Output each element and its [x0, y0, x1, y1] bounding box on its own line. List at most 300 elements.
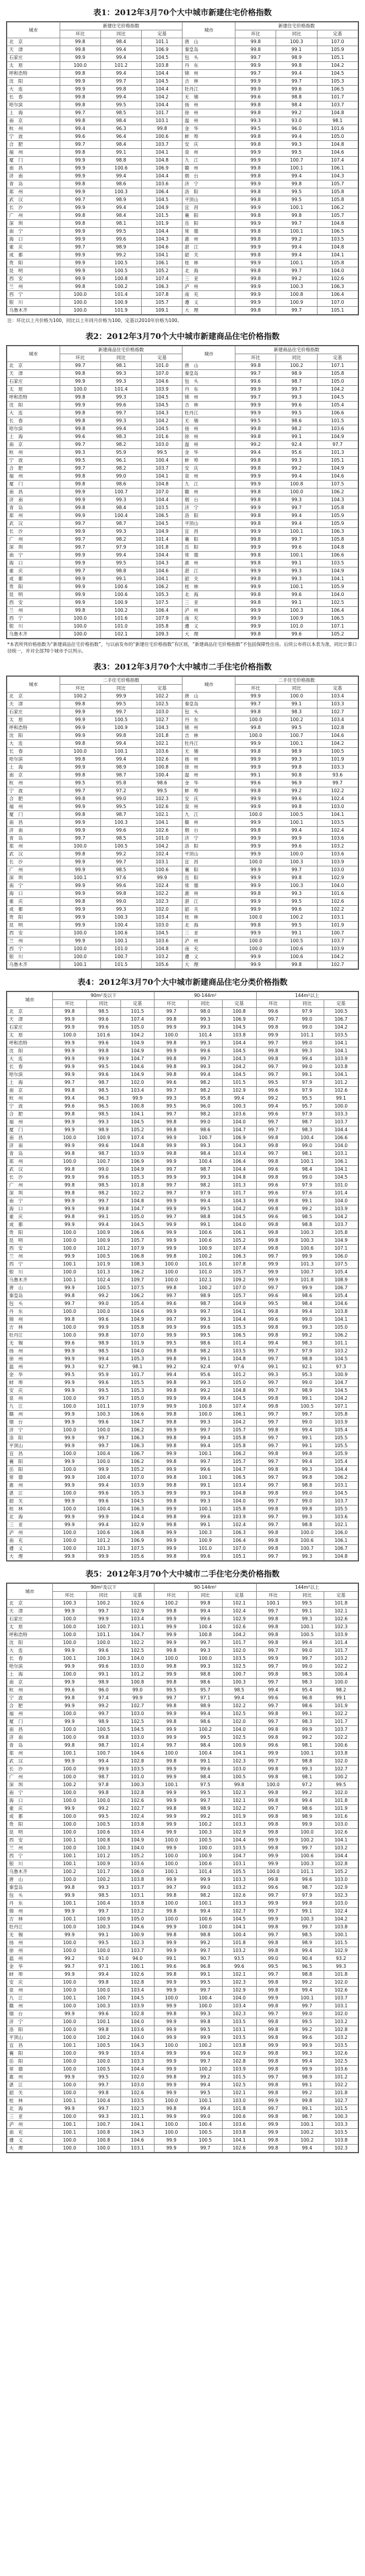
- index-cell: 105.5: [222, 1868, 256, 1876]
- city-cell: 南 充: [182, 945, 235, 953]
- index-cell: 102.4: [86, 1276, 120, 1284]
- index-cell: 104.4: [142, 173, 182, 180]
- city-cell: 重 庆: [7, 1213, 53, 1221]
- index-cell: 100.0: [60, 930, 100, 937]
- index-cell: 104.5: [120, 1118, 155, 1126]
- index-cell: 100.2: [86, 1600, 120, 1608]
- city-cell: 西 宁: [7, 1852, 53, 1860]
- table-row: [7, 2066, 358, 2074]
- table-title: 表2：2012年3月70个大中城市新建商品住宅价格指数: [85, 332, 280, 341]
- base-header: 定基: [222, 1000, 256, 1008]
- index-cell: 98.2: [100, 536, 141, 544]
- index-cell: 100.2: [189, 1821, 223, 1829]
- table-row: [7, 1955, 358, 1963]
- index-cell: 99.8: [256, 2018, 290, 2026]
- index-cell: 105.0: [222, 1379, 256, 1387]
- index-cell: 104.1: [324, 1166, 358, 1174]
- index-cell: 104.2: [317, 62, 358, 70]
- city-cell: 武 汉: [7, 1758, 53, 1766]
- index-cell: 99.9: [53, 1458, 87, 1466]
- index-cell: 102.9: [222, 2050, 256, 2058]
- index-cell: 99.9: [235, 874, 276, 882]
- city-cell: 岳 阳: [182, 220, 235, 228]
- index-cell: 105.9: [317, 512, 358, 520]
- table-row: [7, 1387, 358, 1395]
- city-cell: 九 江: [7, 1403, 53, 1411]
- index-cell: 102.4: [120, 1813, 155, 1821]
- table-row: [7, 1694, 358, 1702]
- table-row: [7, 1371, 358, 1379]
- table-row: [7, 552, 358, 560]
- index-cell: 99.8: [256, 1671, 290, 1679]
- index-cell: 100.0: [53, 1797, 87, 1805]
- index-cell: 102.2: [142, 693, 182, 701]
- table-row: [7, 631, 358, 639]
- city-cell: 银 川: [7, 953, 60, 961]
- index-cell: 100.0: [53, 2058, 87, 2066]
- city-cell: 岳 阳: [7, 2058, 53, 2066]
- index-cell: 99.8: [60, 851, 100, 858]
- city-cell: 呼和浩特: [7, 1040, 53, 1047]
- index-cell: 101.0: [189, 1269, 223, 1276]
- index-cell: 106.6: [324, 1134, 358, 1142]
- index-cell: 99.6: [86, 1663, 120, 1671]
- index-cell: 101.0: [189, 1545, 223, 1553]
- city-cell: 南 宁: [7, 882, 60, 890]
- index-cell: 99.9: [155, 1821, 189, 1829]
- index-cell: 99.6: [100, 236, 141, 244]
- table-row: [7, 1284, 358, 1292]
- index-cell: 103.8: [222, 2042, 256, 2050]
- index-cell: 99.4: [290, 1427, 324, 1434]
- index-cell: 99.3: [100, 378, 141, 386]
- index-cell: 99.9: [235, 78, 276, 86]
- index-cell: 99.8: [53, 1316, 87, 1324]
- index-cell: 103.5: [222, 2018, 256, 2026]
- index-cell: 99.7: [256, 1702, 290, 1710]
- index-cell: 106.7: [324, 1016, 358, 1024]
- index-cell: 99.7: [256, 1071, 290, 1079]
- index-cell: 100.0: [53, 1466, 87, 1474]
- index-cell: 97.5: [189, 1781, 223, 1789]
- yoy-header: 同比: [86, 1592, 120, 1600]
- index-cell: 105.5: [120, 1379, 155, 1387]
- index-cell: 103.9: [324, 1205, 358, 1213]
- index-cell: 97.9: [290, 1087, 324, 1095]
- index-cell: 99.4: [189, 2105, 223, 2113]
- index-cell: 103.5: [222, 1655, 256, 1663]
- index-cell: 103.9: [324, 1419, 358, 1427]
- table-row: [7, 473, 358, 481]
- index-cell: 99.7: [276, 866, 317, 874]
- table-row: [7, 2113, 358, 2121]
- index-cell: 104.4: [120, 2066, 155, 2074]
- city-cell: 包 头: [182, 378, 235, 386]
- index-cell: 104.8: [120, 1142, 155, 1150]
- index-cell: 95.4: [290, 1687, 324, 1694]
- index-cell: 98.8: [290, 1221, 324, 1229]
- index-cell: 99.7: [256, 1355, 290, 1363]
- size-header-small: 90m²及以下: [53, 992, 155, 1000]
- index-cell: 98.2: [189, 1087, 223, 1095]
- index-cell: 99.6: [155, 1963, 189, 1971]
- table-row: [7, 1916, 358, 1923]
- index-cell: 99.7: [155, 1087, 189, 1095]
- index-cell: 100.0: [53, 1427, 87, 1434]
- index-cell: 102.6: [222, 2145, 256, 2153]
- index-cell: 104.6: [120, 1308, 155, 1316]
- index-cell: 99.9: [189, 2034, 223, 2042]
- index-cell: 103.1: [324, 1482, 358, 1490]
- index-cell: 105.8: [324, 1411, 358, 1419]
- city-cell: 厦 门: [7, 481, 60, 488]
- city-cell: 长 沙: [7, 1766, 53, 1773]
- city-cell: 唐 山: [182, 38, 235, 46]
- index-cell: 101.2: [86, 1245, 120, 1253]
- index-cell: 99.9: [60, 724, 100, 732]
- index-cell: 98.9: [86, 1126, 120, 1134]
- base-header: 定基: [120, 1000, 155, 1008]
- index-cell: 98.9: [290, 1813, 324, 1821]
- index-cell: 98.9: [86, 1679, 120, 1687]
- table-row: [7, 1111, 358, 1118]
- index-cell: 99.9: [60, 267, 100, 275]
- index-cell: 99.3: [155, 1095, 189, 1103]
- index-cell: 102.9: [120, 1608, 155, 1615]
- index-cell: 104.8: [324, 1553, 358, 1561]
- city-cell: 丹 东: [182, 386, 235, 394]
- index-cell: 102.7: [324, 1766, 358, 1773]
- index-cell: 102.6: [324, 1987, 358, 1995]
- index-cell: 99.9: [155, 2026, 189, 2034]
- index-cell: 97.1: [189, 1694, 223, 1702]
- index-cell: 99.9: [60, 173, 100, 180]
- index-cell: 99.9: [86, 1055, 120, 1063]
- index-cell: 106.4: [317, 291, 358, 299]
- index-cell: 99.9: [235, 764, 276, 772]
- city-cell: 呼和浩特: [7, 724, 60, 732]
- index-cell: 99.8: [256, 2026, 290, 2034]
- index-cell: 100.0: [53, 1876, 87, 1884]
- index-cell: 100.1: [290, 1623, 324, 1631]
- index-cell: 100.6: [189, 1860, 223, 1868]
- index-cell: 95.7: [189, 1687, 223, 1694]
- city-cell: 温 州: [182, 772, 235, 779]
- index-cell: 99.2: [290, 2089, 324, 2097]
- city-cell: 扬 州: [182, 425, 235, 433]
- index-cell: 101.0: [142, 362, 182, 370]
- index-cell: 95.6: [189, 1371, 223, 1379]
- index-cell: 99.2: [189, 1387, 223, 1395]
- index-cell: 99.1: [276, 560, 317, 567]
- index-cell: 100.1: [53, 2042, 87, 2050]
- index-cell: 102.1: [324, 1521, 358, 1529]
- index-cell: 99.8: [256, 1229, 290, 1237]
- index-cell: 100.7: [100, 488, 141, 496]
- index-cell: 99.8: [256, 1466, 290, 1474]
- index-cell: 99.9: [155, 1813, 189, 1821]
- index-cell: 105.7: [142, 299, 182, 307]
- city-cell: 金 华: [182, 125, 235, 133]
- city-cell: 泸 州: [182, 607, 235, 615]
- index-cell: 104.7: [120, 1419, 155, 1427]
- city-cell: 惠 州: [7, 1482, 53, 1490]
- table-row: [7, 1947, 358, 1955]
- index-cell: 100.7: [86, 1995, 120, 2002]
- index-cell: 99.6: [86, 1174, 120, 1182]
- table-section-4: [6, 976, 359, 1561]
- index-cell: 99.9: [290, 2042, 324, 2050]
- index-cell: 104.2: [324, 1213, 358, 1221]
- table-row: [7, 1253, 358, 1261]
- index-cell: 103.8: [222, 1032, 256, 1040]
- table-row: [7, 599, 358, 607]
- index-cell: 99.8: [256, 1766, 290, 1773]
- index-cell: 99.8: [256, 1947, 290, 1955]
- city-cell: 襄 阳: [7, 2050, 53, 2058]
- index-cell: 99.9: [155, 1237, 189, 1245]
- size-header-small: 90m²及以下: [53, 1584, 155, 1592]
- index-cell: 99.3: [290, 2050, 324, 2058]
- city-cell: 杭 州: [7, 779, 60, 787]
- index-cell: 99.9: [53, 1379, 87, 1387]
- index-cell: 104.4: [222, 1837, 256, 1845]
- index-cell: 99.9: [155, 2089, 189, 2097]
- index-cell: 99.6: [256, 1316, 290, 1324]
- index-cell: 98.6: [290, 1805, 324, 1813]
- index-cell: 99.8: [235, 141, 276, 149]
- index-cell: 104.7: [120, 1055, 155, 1063]
- table-row: [7, 2050, 358, 2058]
- index-cell: 105.3: [120, 1490, 155, 1498]
- index-cell: 105.4: [317, 402, 358, 409]
- table-row: [7, 236, 358, 244]
- index-cell: 99.8: [155, 1419, 189, 1427]
- city-cell: 襄 阳: [7, 1458, 53, 1466]
- index-cell: 99.8: [235, 196, 276, 204]
- index-cell: 104.9: [120, 1316, 155, 1324]
- index-cell: 99.0: [290, 1498, 324, 1506]
- index-cell: 99.8: [235, 748, 276, 756]
- index-cell: 103.8: [120, 1900, 155, 1908]
- index-cell: 99.4: [290, 1639, 324, 1647]
- index-cell: 99.1: [86, 1213, 120, 1221]
- index-cell: 99.7: [290, 1845, 324, 1852]
- city-cell: 温 州: [7, 1363, 53, 1371]
- index-cell: 105.7: [222, 1458, 256, 1466]
- index-cell: 100.5: [100, 716, 141, 724]
- city-cell: 扬 州: [7, 1939, 53, 1947]
- index-cell: 99.9: [290, 1726, 324, 1734]
- city-cell: 杭 州: [7, 449, 60, 457]
- index-cell: 99.9: [155, 1797, 189, 1805]
- index-cell: 96.4: [100, 133, 141, 141]
- city-cell: 包 头: [182, 54, 235, 62]
- index-cell: 99.8: [60, 898, 100, 906]
- index-cell: 99.9: [53, 1679, 87, 1687]
- index-cell: 100.4: [189, 1750, 223, 1758]
- index-cell: 100.0: [86, 1427, 120, 1434]
- index-cell: 99.6: [100, 882, 141, 890]
- index-cell: 98.1: [100, 220, 141, 228]
- index-cell: 100.8: [120, 1103, 155, 1111]
- index-cell: 99.8: [256, 1939, 290, 1947]
- index-cell: 99.4: [276, 520, 317, 528]
- city-cell: 北 京: [7, 693, 60, 701]
- yoy-header: 同比: [189, 1592, 223, 1600]
- index-cell: 100.6: [276, 953, 317, 961]
- mom-header: 环比: [155, 1000, 189, 1008]
- index-cell: 99.9: [60, 228, 100, 236]
- index-cell: 107.4: [142, 275, 182, 283]
- index-cell: 107.5: [120, 1545, 155, 1553]
- index-cell: 100.5: [324, 1008, 358, 1016]
- index-cell: 106.2: [142, 583, 182, 591]
- index-cell: 99.5: [60, 457, 100, 465]
- index-cell: 100.2: [86, 1876, 120, 1884]
- index-cell: 102.3: [142, 898, 182, 906]
- city-cell: 银 川: [7, 1860, 53, 1868]
- index-cell: 100.6: [290, 1852, 324, 1860]
- index-cell: 99.9: [53, 1197, 87, 1205]
- city-cell: 徐 州: [182, 433, 235, 441]
- index-cell: 98.6: [100, 180, 141, 188]
- index-cell: 99.5: [142, 449, 182, 457]
- index-cell: 99.4: [235, 449, 276, 457]
- index-cell: 107.1: [317, 623, 358, 631]
- index-cell: 99.9: [155, 1245, 189, 1253]
- index-cell: 101.0: [100, 945, 141, 953]
- city-cell: 惠 州: [182, 890, 235, 898]
- index-cell: 99.8: [60, 394, 100, 402]
- index-cell: 105.0: [120, 1916, 155, 1923]
- city-cell: 乌鲁木齐: [7, 1276, 53, 1284]
- city-cell: 沈 阳: [7, 78, 60, 86]
- index-cell: 104.3: [222, 1142, 256, 1150]
- table-row: [7, 141, 358, 149]
- index-cell: 99.7: [256, 1253, 290, 1261]
- table-row: [7, 922, 358, 930]
- index-cell: 99.9: [155, 1332, 189, 1340]
- index-cell: 99.9: [53, 1498, 87, 1506]
- index-cell: 100.1: [276, 528, 317, 536]
- table-row: [7, 961, 358, 969]
- index-cell: 99.8: [256, 1332, 290, 1340]
- table-row: [7, 1852, 358, 1860]
- index-cell: 102.4: [222, 1521, 256, 1529]
- index-cell: 99.9: [60, 599, 100, 607]
- index-cell: 104.1: [324, 1040, 358, 1047]
- group-header: 新建商品住宅价格指数: [60, 346, 182, 354]
- index-cell: 99.8: [290, 1474, 324, 1482]
- index-cell: 99.9: [60, 560, 100, 567]
- index-cell: 99.9: [155, 1615, 189, 1623]
- index-cell: 103.2: [324, 1655, 358, 1663]
- city-cell: 惠 州: [7, 2074, 53, 2081]
- index-cell: 100.4: [189, 2121, 223, 2129]
- index-cell: 102.0: [324, 1979, 358, 1987]
- index-cell: 99.3: [290, 1513, 324, 1521]
- index-cell: 99.3: [276, 394, 317, 402]
- index-cell: 100.1: [53, 1860, 87, 1868]
- index-cell: 100.0: [235, 811, 276, 819]
- index-cell: 104.6: [142, 244, 182, 252]
- index-cell: 99.9: [60, 591, 100, 599]
- index-cell: 103.3: [324, 2121, 358, 2129]
- index-cell: 98.9: [100, 764, 141, 772]
- index-cell: 99.9: [155, 1987, 189, 1995]
- index-cell: 99.5: [100, 701, 141, 708]
- table-row: [7, 259, 358, 267]
- city-cell: 海 口: [7, 1797, 53, 1805]
- category-price-index-table: [7, 1583, 358, 2153]
- index-cell: 104.4: [324, 1466, 358, 1474]
- index-cell: 105.3: [142, 591, 182, 599]
- index-cell: 99.8: [256, 2145, 290, 2153]
- index-cell: 99.9: [235, 961, 276, 969]
- table-row: [7, 740, 358, 748]
- price-index-table: [7, 22, 358, 315]
- index-cell: 99.4: [100, 204, 141, 212]
- city-cell: 西 宁: [7, 291, 60, 299]
- city-cell: 唐 山: [7, 1284, 53, 1292]
- index-cell: 99.8: [155, 1016, 189, 1024]
- index-cell: 99.1: [100, 149, 141, 157]
- index-cell: 99.7: [86, 1442, 120, 1450]
- index-cell: 99.8: [276, 62, 317, 70]
- index-cell: 99.7: [256, 1971, 290, 1979]
- index-cell: 105.4: [324, 1427, 358, 1434]
- index-cell: 103.9: [324, 1055, 358, 1063]
- index-cell: 99.8: [276, 180, 317, 188]
- city-cell: 广 州: [7, 866, 60, 874]
- city-cell: 牡丹江: [7, 1332, 53, 1340]
- index-cell: 104.0: [324, 1142, 358, 1150]
- index-cell: 100.8: [120, 1679, 155, 1687]
- index-cell: 99.8: [155, 1379, 189, 1387]
- table-row: [7, 2010, 358, 2018]
- index-cell: 99.9: [53, 1071, 87, 1079]
- index-cell: 99.6: [256, 1087, 290, 1095]
- index-cell: 99.8: [86, 1047, 120, 1055]
- city-cell: 长 春: [7, 1063, 53, 1071]
- index-cell: 99.9: [256, 2121, 290, 2129]
- index-cell: 98.5: [290, 1671, 324, 1679]
- index-cell: 99.9: [155, 1142, 189, 1150]
- index-cell: 98.3: [100, 433, 141, 441]
- index-cell: 99.0: [290, 1142, 324, 1150]
- index-cell: 101.5: [222, 1079, 256, 1087]
- index-cell: 104.9: [317, 465, 358, 473]
- city-cell: 泉 州: [182, 149, 235, 157]
- index-cell: 100.0: [53, 1813, 87, 1821]
- table-row: [7, 1040, 358, 1047]
- index-cell: 97.9: [290, 1348, 324, 1355]
- index-cell: 99.9: [60, 188, 100, 196]
- index-cell: 100.5: [86, 1284, 120, 1292]
- table-row: [7, 1506, 358, 1513]
- index-cell: 100.3: [222, 1679, 256, 1687]
- index-cell: 104.4: [142, 101, 182, 109]
- city-cell: 厦 门: [7, 157, 60, 165]
- index-cell: 99.9: [53, 1908, 87, 1916]
- index-cell: 100.9: [324, 1371, 358, 1379]
- index-cell: 98.9: [276, 54, 317, 62]
- index-cell: 101.0: [142, 835, 182, 843]
- index-cell: 99.9: [60, 552, 100, 560]
- index-cell: 99.9: [53, 1442, 87, 1450]
- city-cell: 唐 山: [7, 1876, 53, 1884]
